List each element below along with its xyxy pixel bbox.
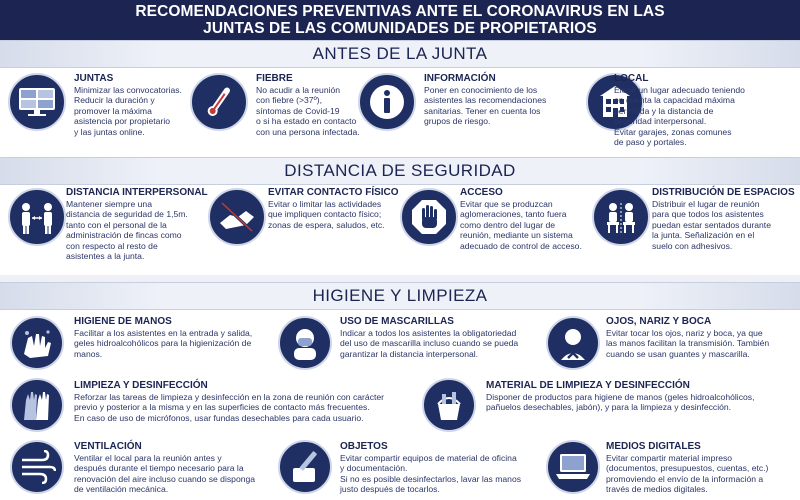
item-description — [652, 199, 798, 251]
desc-line: después durante el tiempo necesario para la — [74, 463, 244, 474]
desc-line: con fiebre (>37º), — [256, 95, 322, 106]
info-icon — [358, 73, 416, 131]
main-title-line-2: JUNTAS DE LAS COMUNIDADES DE PROPIETARIOS — [203, 20, 597, 37]
item-material-limpieza-text — [486, 380, 798, 413]
item-text — [74, 73, 204, 137]
pen-icon — [278, 440, 332, 494]
thermometer-icon — [190, 73, 248, 131]
item-title: EVITAR CONTACTO FÍSICO — [268, 187, 399, 198]
item-description — [340, 328, 570, 359]
item-title: DISTANCIA INTERPERSONAL — [66, 187, 208, 198]
desc-line: Evitar o limitar las actividades — [268, 199, 382, 209]
desc-line: (documentos, presupuestos, cuentas, etc.) — [606, 463, 769, 474]
desc-line: con una persona infectada. — [256, 126, 360, 137]
desc-line: Reducir la duración y — [74, 95, 155, 106]
desc-line: Evitar compartir equipos de material de oficina — [340, 453, 517, 463]
section-bar-distancia — [0, 157, 800, 185]
desc-line: puedan estar sentados durante — [652, 219, 771, 230]
item-title: VENTILACIÓN — [74, 441, 142, 452]
gloves-icon — [10, 378, 64, 432]
item-title: JUNTAS — [74, 73, 114, 84]
desc-line: permitida y la distancia de — [614, 105, 714, 116]
section-bar-antes — [0, 40, 800, 68]
item-title: MATERIAL DE LIMPIEZA Y DESINFECCIÓN — [486, 380, 690, 391]
desc-line: como dentro del lugar de — [460, 219, 556, 230]
cleaning-bucket-icon — [422, 378, 476, 432]
desc-line: Disponer de productos para higiene de manos (geles hidroalcohólicos, — [486, 392, 755, 402]
wind-icon — [10, 440, 64, 494]
section-title-distancia: DISTANCIA DE SEGURIDAD — [284, 161, 516, 180]
desc-line: Distribuir el lugar de reunión — [652, 199, 760, 209]
item-objetos-text — [340, 441, 550, 495]
desc-line: administración de fincas como — [66, 230, 182, 241]
desc-line: Si no es posible desinfectarlos, lavar las manos — [340, 473, 522, 484]
desc-line: No acudir a la reunión — [256, 85, 341, 95]
laptop-icon — [546, 440, 600, 494]
item-title: INFORMACIÓN — [424, 73, 496, 84]
desc-line: grupos de riesgo. — [424, 116, 491, 127]
item-title: OBJETOS — [340, 441, 388, 452]
section-title-antes: ANTES DE LA JUNTA — [312, 44, 488, 63]
desc-line: aglomeraciones, tanto fuera — [460, 209, 567, 220]
item-title: LIMPIEZA Y DESINFECCIÓN — [74, 380, 208, 391]
desc-line: Indicar a todos los asistentes la obligatoriedad — [340, 328, 517, 338]
section-title-higiene: HIGIENE Y LIMPIEZA — [312, 286, 488, 305]
desc-line: justo después de tocarlos. — [340, 484, 440, 495]
item-description — [424, 85, 584, 127]
item-local-text — [614, 73, 796, 147]
item-description — [66, 199, 216, 261]
desc-line: del uso de mascarilla incluso cuando se pueda — [340, 338, 519, 349]
item-distancia-interpersonal-text — [66, 187, 216, 261]
item-title: OJOS, NARIZ Y BOCA — [606, 316, 712, 327]
desc-line: Elegir un lugar adecuado teniendo — [614, 85, 745, 95]
item-limpieza-text — [74, 380, 454, 423]
desc-line: Poner en conocimiento de los — [424, 85, 538, 95]
handshake-icon — [208, 188, 266, 246]
desc-line: asistentes las recomendaciones — [424, 95, 547, 106]
item-description — [606, 328, 798, 359]
desc-line: asistentes a la junta. — [66, 251, 145, 262]
item-title: FIEBRE — [256, 73, 293, 84]
desc-line: y documentación. — [340, 463, 408, 474]
desc-line: de paso y portales. — [614, 137, 687, 148]
desc-line: con respecto al resto de — [66, 240, 158, 251]
desc-line: reunión, mediante un sistema — [460, 230, 573, 241]
desc-line: previo y posterior a la misma y en las superficies de contacto más frecuentes. — [74, 402, 370, 413]
item-title: HIGIENE DE MANOS — [74, 316, 172, 327]
item-description — [614, 85, 796, 147]
item-title: USO DE MASCARILLAS — [340, 316, 454, 327]
desc-line: Facilitar a los asistentes en la entrada y salida, — [74, 328, 253, 338]
desc-line: renovación del aire incluso cuando se disponga — [74, 473, 256, 484]
desc-line: Evitar garajes, zonas comunes — [614, 126, 732, 137]
item-medios-digitales-text — [606, 441, 798, 495]
desc-line: seguridad interpersonal. — [614, 116, 707, 127]
desc-line: pañuelos desechables, jabón), y para la limpieza y desinfección. — [486, 402, 732, 413]
face-icon — [546, 316, 600, 370]
desc-line: adecuado de control de acceso. — [460, 240, 582, 251]
desc-line: o si ha estado en contacto — [256, 116, 357, 127]
desc-line: promoviendo el envío de la información a — [606, 473, 764, 484]
item-title: ACCESO — [460, 187, 503, 198]
desc-line: distancia de seguridad de 1,5m. — [66, 209, 188, 220]
item-title: DISTRIBUCIÓN DE ESPACIOS — [652, 187, 795, 198]
desc-line: cuando se usan guantes y mascarilla. — [606, 348, 750, 359]
item-description — [460, 199, 600, 251]
item-ventilacion-text — [74, 441, 284, 495]
desc-line: En caso de uso de micrófonos, usar fundas desechables para cada usuario. — [74, 412, 364, 423]
item-description — [74, 392, 454, 423]
item-description — [606, 453, 798, 495]
desc-line: que impliquen contacto físico; — [268, 209, 382, 220]
desc-line: promover la máxima — [74, 105, 152, 116]
desc-line: zonas de espera, saludos, etc. — [268, 219, 385, 230]
item-acceso-text — [460, 187, 600, 251]
seats-icon — [592, 188, 650, 246]
desc-line: las manos facilitan la transmisión. También — [606, 338, 770, 349]
infographic-header — [0, 0, 800, 40]
desc-line: garantizar la distancia interpersonal. — [340, 348, 479, 359]
item-description — [486, 392, 798, 413]
main-title-line-1: RECOMENDACIONES PREVENTIVAS ANTE EL CORONAVIRUS EN LAS — [135, 3, 665, 20]
desc-line: Minimizar las convocatorias. — [74, 85, 182, 95]
desc-line: tanto con el personal de la — [66, 219, 167, 230]
section-bar-higiene — [0, 282, 800, 310]
desc-line: Evitar que se produzcan — [460, 199, 553, 209]
desc-line: geles hidroalcohólicos para la higienización de — [74, 338, 252, 349]
desc-line: Reforzar las tareas de limpieza y desinfección en la zona de reunión con carácter — [74, 392, 385, 402]
desc-line: Evitar compartir material impreso — [606, 453, 733, 463]
item-mascarillas-text — [340, 316, 570, 359]
hands-icon — [10, 316, 64, 370]
item-description — [340, 453, 550, 495]
desc-line: y las juntas online. — [74, 126, 145, 137]
desc-line: la junta. Señalización en el — [652, 230, 755, 241]
item-ojos-nariz-boca-text — [606, 316, 798, 359]
desc-line: síntomas de Covid-19 — [256, 105, 340, 116]
desc-line: manos. — [74, 348, 103, 359]
video-meeting-icon — [8, 73, 66, 131]
item-title: LOCAL — [614, 73, 649, 84]
desc-line: para que todos los asistentes — [652, 209, 764, 220]
mask-icon — [278, 316, 332, 370]
desc-line: sanitarias. Tener en cuenta los — [424, 105, 541, 116]
people-distance-icon — [8, 188, 66, 246]
desc-line: de ventilación mecánica. — [74, 484, 169, 495]
desc-line: Mantener siempre una — [66, 199, 152, 209]
item-description — [268, 199, 418, 230]
desc-line: Ventilar el local para la reunión antes y — [74, 453, 222, 463]
item-text — [424, 73, 584, 127]
item-contacto-fisico-text — [268, 187, 418, 230]
item-title: MEDIOS DIGITALES — [606, 441, 701, 452]
desc-line: en cuenta la capacidad máxima — [614, 95, 735, 106]
desc-line: suelo con adhesivos. — [652, 240, 733, 251]
desc-line: Evitar tocar los ojos, nariz y boca, ya que — [606, 328, 763, 338]
desc-line: través de medios digitales. — [606, 484, 708, 495]
item-distribucion-text — [652, 187, 798, 251]
item-description — [74, 453, 284, 495]
stop-hand-icon — [400, 188, 458, 246]
desc-line: asistencia por propietario — [74, 116, 171, 127]
item-description — [74, 85, 204, 137]
